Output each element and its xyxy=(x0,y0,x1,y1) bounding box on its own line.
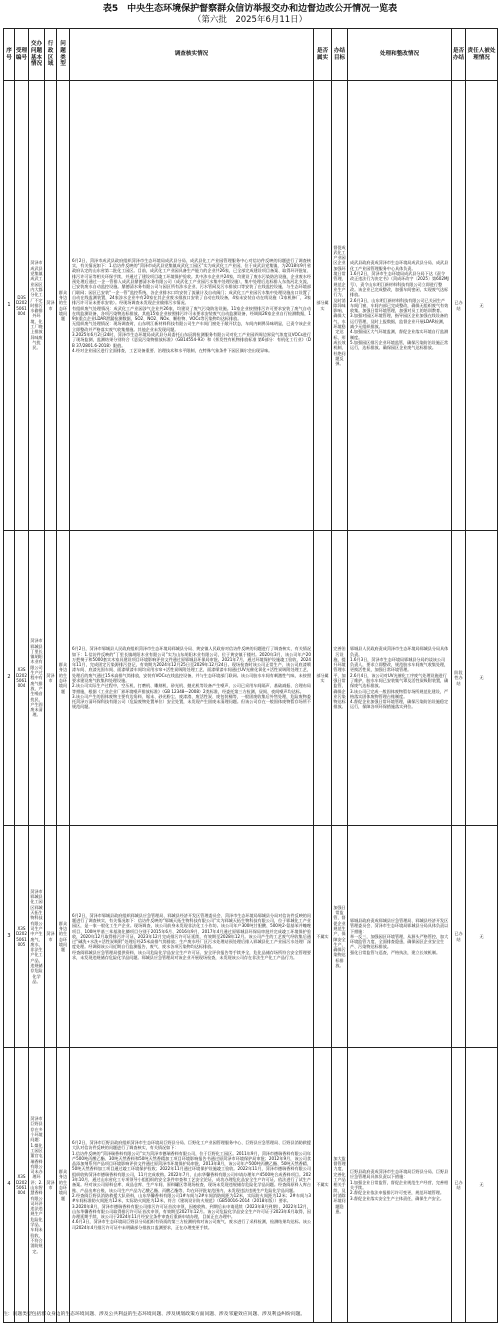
row-closed: 已办结 xyxy=(452,1048,466,1323)
row-closed: 已办结 xyxy=(452,81,466,531)
row-seq: 2 xyxy=(4,531,15,826)
table-row xyxy=(4,81,498,531)
row-punish: 无 xyxy=(466,81,498,531)
row-region: 菏泽市 xyxy=(45,531,57,826)
header-type: 问题类型 xyxy=(57,29,70,81)
header-verified: 是否属实 xyxy=(314,29,332,81)
row-id: D3SD2025061004 xyxy=(15,81,29,531)
row-verified: 不属实 xyxy=(314,826,332,1048)
row-summary: 菏泽市郓城县丁里长镇胡阳木业有限公司生产过程中有废气排放，产生噪音扰民，产生固废未清理。 xyxy=(29,531,45,826)
row-type: 群众身边的生态环境问题 xyxy=(57,1048,70,1323)
row-id: X3SD2025061005 xyxy=(15,826,29,1048)
row-type: 群众身边的生态环境问题 xyxy=(57,81,70,531)
row-investigation: 6月2日，菏泽市郓城县政府组织郓城县应急管理局、郓城县经济开发区管理委员会、菏泽市生态环境局郓城县分局对信访件反映的问题进行了调查核实，有关情况如下：信访件反映的“郓城天拓生物科技有限公司”实为郓城天拓生物科技有限公司，位于郓城化工产业园区，是一家一般化工生产企业。现场调查，该公司前身未发现非法化工小作坊。该公司年产300吨甘胆酸、500吨2-氨基苯并噻唑项目、100吨甲基三苯基溴化膦项目分别于2015年6月、2016年9月、2017年4月通过原郓城县环保局审批并完成竣工环境保护验收，2020年12月取得排污许可证，2023年12月完成排污许可证延续，有效期至2028年12月。该公司产生的工艺废气经收集后通过“碱洗+水洗+活性炭吸附”处理后经25米高排气筒排放；生产废水经厂区污水处理站预处理后排入郓城县化工产业园污水处理厂深度处理。经调阅该公司近期自行监测报告，废气、废水各项污染物均达标排放。 经查阅郓城县应急管理局提供资料，该公司危险化学品安全生产许可证、安全评价报告等手续齐全，危化品储存场所符合安全管理要求，未发现违规储存危险化学品问题。郓城县应急管理局对该企业开展现场检查，未发现该公司存在非法生产化工产品行为。 xyxy=(70,826,314,1048)
table-footnote: 注：问题类型包括群众身边的生态环境问题、涉及公共利益的生态环境问题、涉及规划政策方面问题、涉及邻避效应问题、涉及利益纠纷问题。 xyxy=(3,1312,306,1317)
row-investigation: 6月2日，菏泽市成武县政府组织菏泽市生态环境局成武县分局、成武县化工产业园管理服务中心对信访件反映的问题进行了调查核实，有关情况如下：1.信访件反映的“菏泽市成武县党集镇成武化工园区”实为成武化工产业园，位于成武县党集镇，为2018年9月省政府认定的山东省第二批化工园区。目前，成武化工产业园具备生产能力的企业共26家，已全部完成建设项目备案、取得环评批复、排污许可证等相关环保手续，并通过了建设项目竣工环境保护验收。其中涉水企业共24家，均建设了废水污染防治设施，企业废水经预处理后通过一企一管排入成武县鼎德清水务有限公司（成武化工产业园污水集中处理设施），集中处理后达标排入东鱼河北支流，已安装废水自动监控设施。鼎德清水务有限公司与园区所有涉水企业、污水管网及污水排放口等安装了在线监控设施，与生态环境部门联网；园区已安装“一企一管”监控系统，各企业排水口均安装了流量计及自动阀门；成武化工产业园污水集中处理设施出口设置了自动在线监测装置，24家涉水企业中有20家在其企业废水排放口安装了自动在线设备，4家未安装自动在线设施（1家机修厂，3家排污许可证未要求安装）。经现场调查未发现企业偷排污水情况。 有组织废气处理情况：成武化工产业园涉气企业共26家，均建设了废气污染防治设施。11家企业按照排污许可要求安装了废气自动在线监测设备，各项污染物达标排放。其他15家企业按照排污许可未要求安装废气自动监测设备，经调阅26家企业自行检测数据，19家重点企业LDAR泄漏检测数据，SO2、NO2、NOx、颗粒物、VOCs等污染物均达标排放。 无组织废气处理情况：现场调查时，山东明江新材料科技有限公司生产车间门窗处于敞开状态，车间内刺鼻异味明显，已责令该企业立即整改并严格落实废气收集措施。其他企业未发现问题。 3.2025年6月2日24时，菏泽市生态环境局成武县分局委托山东辰润检测服务有限公司对化工产业园四周边界臭气浓度及VOCs进行了现场监测，监测结果分别符合《恶臭污染物排放标准》（GB14554-93）和《挥发性有机物排放标准 第6部分：有机化工行业》（DB 37/2801.6-2018）限值。 4.经对企业园区进行全面排查，工艺设备重要、治理技术和水平限制，在特殊气象条件下园区偶尔会出现异味。 xyxy=(70,81,314,531)
row-investigation: 6月2日，菏泽市巨野县政府组织菏泽市生态环境局巨野县分局、巨野化工产业园管理服务中心、巨野县应急管理局、巨野县消防救援大队对信访件反映的问题进行了调查核实，有关情况如下： 1.信访件反映的“菏泽瑞香料有限公司”实为菏泽市德瑞香料有限公司，位于巨野化工园区。2011年9月，菏泽市德瑞香料有限公司年产500吨丙酸乙酯、30吨天然香料和50吨天然香精加工项目环境影响报告书通过原菏泽市环境保护局审批；2012年9月，该公司食品添加剂系列产品项目环境影响评价文件通过原菏泽市环境保护局审批，2013年8月，该公司年产500吨丙酸乙酯、50吨天然香精、50吨天然香料加工项目通过竣工环境保护验收；2022年11月通过环境保护设施竣工验收。2022年11月，菏泽市德瑞香料有限公司组织收购菏泽市德瑞香料有限公司，11月完成收购。2022年7月，山东华馨香料有限公司申请办理年产4500吨合成香料项目。2023年10月，通过山东省化工专项领导小组组织的安全条件审查和工艺安全论证，成功办理危化品安全生产许可证，依法进行了试生产备案。经对该公司原料仓库、成品仓库、生产车间、原料罐区等现场检查，现场未发现违规储存危险化学品问题。经查阅原料入库台账、产品出库台账，该公司生产产品为乙酸乙酯、丙酸乙酯等，均在环评批复范围内，未发现违法违规生产危险化学品问题。 2.经查阅巨野县消防救援大队资料，山东华馨香料有限公司1#车间与2#车间消防间距为12米，实际防火间距为12米；2#车间与3#车间标准防火间距为12米，实际防火间距为12米，符合《建筑设计防火规范》（GB50016-2014（2018年版））要求。 3.2020年8月，菏泽市德瑞香料有限公司排污许可证首次申领，因被收购，到期后未申请延续（2023年8月到期）。2022年12月，山东华馨香料有限公司取得排污许可证首次申领，有效期至2027年12月。该公司危险化学品安全生产许可证于2023年6月取得，因办理延期手续，该公司于2024年11月经安全条件审查后重新申请办理，目前正在办理中。 4.6月3日，菏泽市生态环境局巨野县分局组织有资质的第三方检测机构对该公司废气、废水进行了采样检测，检测结果均达标。该公司2024年4月排污许可证中未明确部分排放口监测要求，正在办理变更手续。 xyxy=(70,1048,314,1323)
row-goal: 加强日常监管，督促企业规范生产，保障安全生产，确保污染物达标排放。 xyxy=(332,826,348,1048)
header-punish: 责任人被处理情况 xyxy=(466,29,498,81)
row-summary: 菏泽市郓城县化工园区郓城天拓生物科技有限公司生产中产生废气、废水，非法生产化工产品，违规储存危险化学品。 xyxy=(29,826,45,1048)
row-type: 群众身边的生态环境问题 xyxy=(57,531,70,826)
row-seq: 1 xyxy=(4,81,15,531)
row-id: X3SD2025061004 xyxy=(15,531,29,826)
document-title: 表5 中央生态环境保护督察群众信访举报交办和边督边改公开情况一览表 xyxy=(102,4,398,14)
row-punish: 无 xyxy=(466,826,498,1048)
petition-table xyxy=(3,28,498,1323)
row-goal: 完善治污设施，提升环境管理水平，加强日常监管，确保企业污染物达标排放。 xyxy=(332,531,348,826)
row-punish: 无 xyxy=(466,531,498,826)
header-rectification: 处理和整改情况 xyxy=(348,29,452,81)
table-row xyxy=(4,1048,498,1323)
row-id: X3SD2025061004 xyxy=(15,1048,29,1323)
header-summary: 交办问题基本情况 xyxy=(29,29,45,81)
document-subtitle: （第六批 2025年6月11日） xyxy=(192,15,308,25)
row-region: 菏泽市 xyxy=(45,81,57,531)
row-rectification: 巨野县政府责成菏泽市生态环境局巨野县分局、巨野县应急管理局具体负责以下措施： 1.加强企业日常监管，督促企业规范生产经营，完善相关手续。 2.督促企业依法申报排污许可变更，规范环境管理。 3.督促企业落实安全生产主体责任，确保生产安全。 xyxy=(348,1048,452,1323)
row-seq: 4 xyxy=(4,1048,15,1323)
table-header-row xyxy=(4,29,498,81)
row-closed: 阶段性办结 xyxy=(452,531,466,826)
row-region: 菏泽市 xyxy=(45,1048,57,1323)
row-summary: 菏泽市巨野县存在多个环境问题：1.煤化工园区董官屯瑞香料有限公司未办理环评；2.山东智慧香料有限公司环评违法违规生产危险化学品，车间未验收，不符合消防规定。 xyxy=(29,1048,45,1323)
row-closed: 已办结 xyxy=(452,826,466,1048)
header-goal: 办结目标 xyxy=(332,29,348,81)
row-punish: 无 xyxy=(466,1048,498,1323)
row-investigation: 6月2日，菏泽市郓城县人民政府组织菏泽市生态环境局郓城县分局、黄安镇人民政府对信访件反映的问题进行了调查核实，有关情况如下：1.信访件反映的“丁里长镇胡阳木业有限公司”实为山东胡阳木业有限公司，位于黄安镇于楼村。2020年3月，该公司年产20万把椅子和5000套实木家具建设项目环境影响评价文件通过原郓城县环保局审批。2021年7月，通过环境保护设施竣工验收，2024年11月，完成固定污染源排污登记，有效期为2024年12月25日至2029年12月24日。现场检查时该公司正常生产，该公司底漆喷漆车间、底漆光固车间、面漆喷漆车间均采用水帘+活性炭吸附处理工艺，面漆喷漆车间通过UV光催化氧化+活性炭吸附处理工艺，处理后的废气通过15米高排气筒排放，安装有VOCs在线监控设备，并与生态环境部门联网。该公司胶水车间有刺激性气味，未按照要求建设废气收集和处理设施。 2.该公司实际生产过程中，空压机、打磨机、雕刻机、砂光机、抛光机等设备产生噪声，公司已采用车间隔声、基础减振、合理布局等措施，根据《工业企业厂界环境噪声排放标准》（GB 12348—2008）2类标准，经委托第三方检测，昼间、夜间噪声均达标。 3.该公司产生的固体废物主要有边角料、锯末、砂光粉尘、废漆渣、废活性炭、废包装桶等，一般固废收集后外售处理，危险废物委托菏泽万清环保科技有限公司（危险废物处置单位）安全处置，未发现产生固废未清理问题。但该公司存在一般固体废物暂存场所不规范问题。 xyxy=(70,531,314,826)
row-verified: 不属实 xyxy=(314,1048,332,1323)
row-seq: 3 xyxy=(4,826,15,1048)
row-type: 群众身边的生态环境问题 xyxy=(57,826,70,1048)
header-closed: 是否办结 xyxy=(452,29,466,81)
row-rectification: 成武县政府责成菏泽市生态环境局成武县分局、成武县化工产业园管理服务中心具体负责。 1.6月2日，菏泽市生态环境局成武县分局下达《责令改正违法行为决定书》（菏成环改字〔2025〕第602MJ号），责令山东明江新材料科技有限公司立即进行整改。该企业已完成整改，加强车间密闭，实现废气达标排放。 2.6月3日，山东明江新材料科技有限公司已关闭生产车间门窗，车间内部已完成整改，确保无组织废气有效收集。加强日常环境管理，加强对员工的培训教育。 3.加强对园区环境管理，指导园区企业加强在线设备的运行管理，及时上报数据，监督企业开展LDAR检测，减少无组织排放。 4.加强园区大气环境监测，督促企业落实环境自行监测制度。 5.加强园区排污企业环境监管，确保污染防治设施正常运行，达标排放。确保园区企业废气达标排放。 xyxy=(348,81,452,531)
row-verified: 部分属实 xyxy=(314,531,332,826)
row-region: 菏泽市 xyxy=(45,826,57,1048)
header-id: 受理编号 xyxy=(15,29,29,81)
row-rectification: 郓城县人民政府责成菏泽市生态环境局郓城县分局具体负责。 1.6月3日，菏泽市生态环境局郓城县分局约谈该公司负责人，要求立即整改，规范胶水车间废气收集处理，更换活性炭，加强日常环境管理。 2.6月4日，该公司对UV光催化工序废气处理设施进行了维护，胶水车间已安装集气罩及活性炭吸附装置，确保废气达标排放。 3.该公司已完成一般固体废物暂存场所规范化建设，严格落实固体废物管理台账制度。 4.督促企业加强日常环境管理，确保污染防治设施稳定运行，保障各项环保措施落实到位。 xyxy=(348,531,452,826)
row-goal: 加大监督管理力度，完善化工产品相关手续，及时消除环境问题隐患。 xyxy=(332,1048,348,1323)
row-summary: 菏泽市成武县党集镇成武工业园区内大都分化工厂不定时排污水偷排外环境，化工厂晚上排放异味废气扰民。 xyxy=(29,81,45,531)
header-region: 行政区域 xyxy=(45,29,57,81)
header-investigation: 调查核实情况 xyxy=(70,29,314,81)
table-row xyxy=(4,531,498,826)
row-verified: 部分属实 xyxy=(314,81,332,531)
table-row xyxy=(4,826,498,1048)
row-goal: 督促成武化工产业园区企业加强环境日常管理，规范企业生产行为，及时消除异味影响，确保大气、水环境稳定达标，形成长效机制，杜绝问题反弹。 xyxy=(332,81,348,531)
row-rectification: 郓城县政府责成郓城县应急管理局、郓城县经济开发区管理委员会、菏泽市生态环境局郓城县分局具体负责以下措施： 举一反三，加强园区环境管理，从源头严格管控，加大环境监管力度，全面排查隐患，确保园区企业安全生产、污染物达标排放。 强化日常监管与巡查，严格执法，建立长效机制。 xyxy=(348,826,452,1048)
header-seq: 序号 xyxy=(4,29,15,81)
